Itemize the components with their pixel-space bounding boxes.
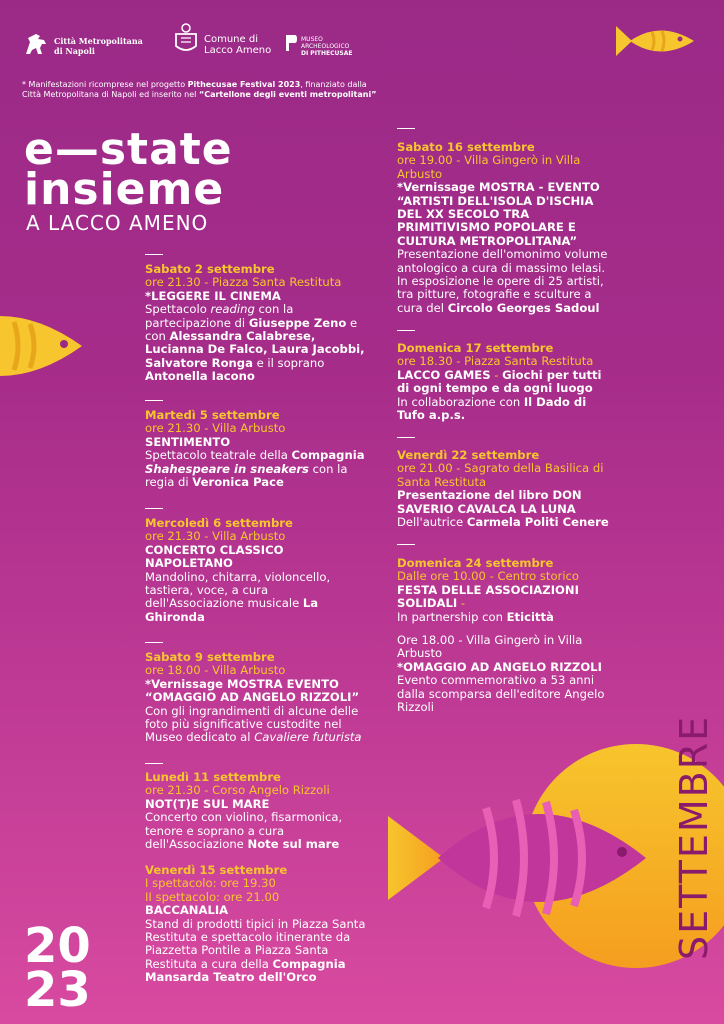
event-24-settembre: Domenica 24 settembre Dalle ore 10.00 - Centro storico FESTA DELLE ASSOCIAZIONI SOLIDALI - In partnership con Eticittà Ore 18.00 - Villa Gingerò in Villa Arbusto *OMAGGIO AD ANGELO RIZZOLI Evento commemorativo a 53 anni dalla scomparsa dell'editore Angelo Rizzoli	[397, 556, 605, 715]
title-line-2: insieme	[24, 164, 225, 215]
comune-crest-icon	[172, 22, 200, 56]
month-label: SETTEMBRE	[672, 714, 716, 960]
event-2-settembre: Sabato 2 settembre ore 21.30 - Piazza Santa Restituta *LEGGERE IL CINEMA Spettacolo reading con la partecipazione di Giuseppe Zeno e con Alessandra Calabrese, Lucianna De Falco, Laura Jacobbi, Salvatore Ronga e il soprano Antonella Iacono	[145, 262, 365, 384]
fish-icon-top-right	[612, 22, 698, 60]
title-line-3: A LACCO AMENO	[26, 211, 209, 235]
museo-logo-icon	[284, 34, 298, 52]
event-5-settembre: Martedì 5 settembre ore 21.30 - Villa Arbusto SENTIMENTO Spettacolo teatrale della Compagnia Shahespeare in sneakers con la regia di Veronica Pace	[145, 408, 365, 490]
comune-logo: Comune di Lacco Ameno	[204, 34, 272, 56]
event-11-settembre: Lunedì 11 settembre ore 21.30 - Corso Angelo Rizzoli NOT(T)E SUL MARE Concerto con violino, fisarmonica, tenore e soprano a cura dell'Associazione Note sul mare	[145, 770, 343, 852]
event-6-settembre: Mercoledì 6 settembre ore 21.30 - Villa Arbusto CONCERTO CLASSICO NAPOLETANO Mandolino, chitarra, violoncello, tastiera, voce, a cura dell'Associazione musicale La Ghironda	[145, 516, 331, 624]
fish-icon-left	[0, 310, 84, 382]
event-sep-22	[397, 437, 612, 446]
event-15-settembre: Venerdì 15 settembre I spettacolo: ore 19.30 II spettacolo: ore 21.00 BACCANALIA Stand di prodotti tipici in Piazza Santa Restituta e spettacolo itinerante da Piazzetta Pontile a Piazza Santa Restituta a cura della Compagnia Mansarda Teatro dell'Orco	[145, 863, 366, 985]
museo-logo: MUSEO ARCHEOLOGICO DI PITHECUSAE	[301, 36, 353, 57]
horse-logo-icon	[22, 30, 50, 58]
title-line-1: e—state	[24, 124, 233, 175]
event-22-settembre: Venerdì 22 settembre ore 21.00 - Sagrato della Basilica di Santa Restituta Presentazione del libro DON SAVERIO CAVALCA LA LUNA Dell'autrice Carmela Politi Cenere	[397, 448, 609, 530]
project-note: * Manifestazioni ricomprese nel progetto Pithecusae Festival 2023, finanziato dalla Città Metropolitana di Napoli ed inserito nel “Cartellone degli eventi metropolitani”	[22, 80, 377, 99]
event-16-settembre: Sabato 16 settembre ore 19.00 - Villa Gingerò in Villa Arbusto *Vernissage MOSTRA - EVENTO “ARTISTI DELL'ISOLA D'ISCHIA DEL XX SECOLO TRA PRIMITIVISMO POPOLARE E CULTURA METROPOLITANA” Presentazione dell'omonimo volume antologico a cura di massimo Ielasi. In esposizione le opere di 25 artisti, tra pitture, fotografie e sculture a cura del Circolo Georges Sadoul	[397, 140, 608, 315]
event-sep-17	[397, 330, 612, 339]
event-sep-24	[397, 544, 612, 553]
event-17-settembre: Domenica 17 settembre ore 18.30 - Piazza Santa Restituta LACCO GAMES - Giochi per tutti di ogni tempo e da ogni luogo In collaborazione con Il Dado di Tufo a.p.s.	[397, 341, 602, 423]
year-top: 20	[24, 918, 91, 974]
event-9-settembre: Sabato 9 settembre ore 18.00 - Villa Arbusto *Vernissage MOSTRA EVENTO “OMAGGIO AD ANGELO RIZZOLI” Con gli ingrandimenti di alcune delle foto più significative custodite nel Museo dedicato al Cavaliere futurista	[145, 650, 362, 745]
citta-metropolitana-logo: Città Metropolitana di Napoli	[54, 36, 143, 56]
year-bottom: 23	[24, 962, 91, 1018]
event-sep-16	[397, 128, 612, 137]
